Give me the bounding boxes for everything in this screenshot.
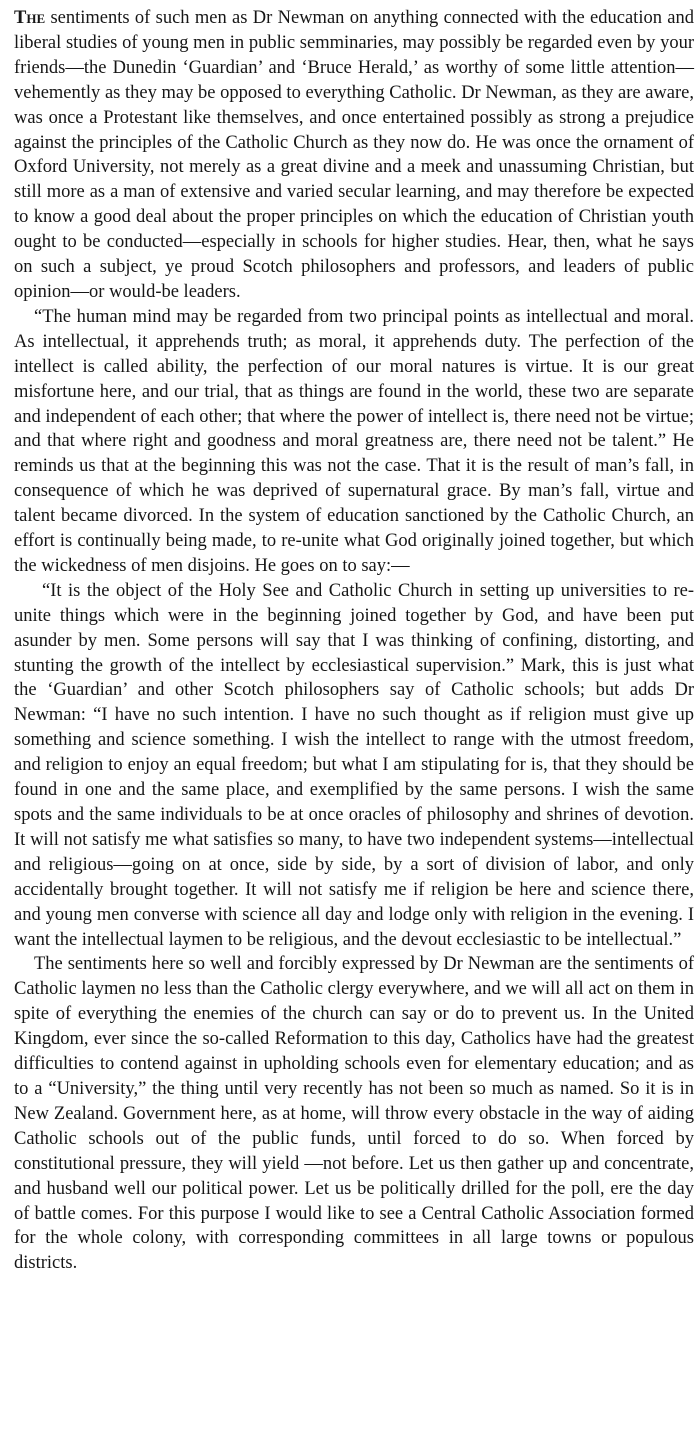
paragraph-1: [14, 6, 694, 305]
paragraph-3: “It is the object of the Holy See and Catholic Church in setting up universities to re-unite things which were in the beginning joined together by God, and have been put asunder by men. Some persons will say that I was thinking of confining, distorting, and stunting the growth of the intellect by ecclesiastical supervision.” Mark, this is just what the ‘Guardian’ and other Scotch philosophers say of Catholic schools; but adds Dr Newman: “I have no such intention. I have no such thought as if religion must give up something and science something. I wish the intellect to range with the utmost freedom, and religion to enjoy an equal freedom; but what I am stipulating for is, that they should be found in one and the same place, and exemplified by the same persons. I wish the same spots and the same individuals to be at once oracles of philosophy and shrines of devotion. It will not satisfy me what satisfies so many, to have two independent systems—intellectual and religious—going on at once, side by side, by a sort of division of labor, and only accidentally brought together. It will not satisfy me if religion be here and science there, and young men converse with science all day and lodge only with religion in the evening. I want the intellectual laymen to be religious, and the devout ecclesiastic to be intellectual.”: [14, 580, 694, 950]
paragraph-4: The sentiments here so well and forcibly expressed by Dr Newman are the sentiments of Catholic laymen no less than the Catholic clergy everywhere, and we will all act on them in spite of everything the enemies of the church can say or do to prevent us. In the United Kingdom, ever since the so-called Reformation to this day, Catholics have had the greatest difficulties to contend against in upholding schools even for elementary education; and as to a “University,” the thing until very recently has not been so much as named. So it is in New Zealand. Government here, as at home, will throw every obstacle in the way of aiding Catholic schools out of the public funds, until forced to do so. When forced by constitutional pressure, they will yield —not before. Let us then gather up and concentrate, and husband well our political power. Let us be politically drilled for the poll, ere the day of battle comes. For this purpose I would like to see a Central Catholic Association formed for the whole colony, with corresponding committees in all large towns or populous districts.: [14, 954, 694, 1274]
article-text: [14, 6, 694, 1276]
paragraph-1-text: sentiments of such men as Dr Newman on anything connected with the education and liberal studies of young men in public semminaries, may possibly be regarded even by your friends—the Dunedin ‘Guardian’ and ‘Bruce Herald,’ as worthy of some little attention—vehemently as they may be opposed to everything Catholic. Dr Newman, as they are aware, was once a Protestant like themselves, and once entertained possibly as strong a prejudice against the principles of the Catholic Church as they now do. He was once the ornament of Oxford University, not merely as a great divine and a meek and unassuming Christian, but still more as a man of extensive and varied secular learning, and may therefore be expected to know a good deal about the proper principles on which the education of Christian youth ought to be conducted—especially in schools for higher studies. Hear, then, what he says on such a subject, ye proud Scotch philosophers and professors, and leaders of public opinion—or would-be leaders.: [14, 8, 694, 302]
opening-word: The: [14, 8, 46, 28]
paragraph-2: “The human mind may be regarded from two principal points as intellectual and moral. As intellectual, it apprehends truth; as moral, it apprehends duty. The perfection of the intellect is called ability, the perfection of our moral natures is virtue. It is our great misfortune here, and our trial, that as things are found in the world, these two are separate and independent of each other; that where the power of intellect is, there need not be virtue; and that where right and goodness and moral greatness are, there need not be talent.” He reminds us that at the beginning this was not the case. That it is the result of man’s fall, in consequence of which he was deprived of supernatural grace. By man’s fall, virtue and talent became divorced. In the system of education sanctioned by the Catholic Church, an effort is continually being made, to re-unite what God originally joined together, but which the wickedness of men disjoins. He goes on to say:—: [14, 306, 694, 576]
